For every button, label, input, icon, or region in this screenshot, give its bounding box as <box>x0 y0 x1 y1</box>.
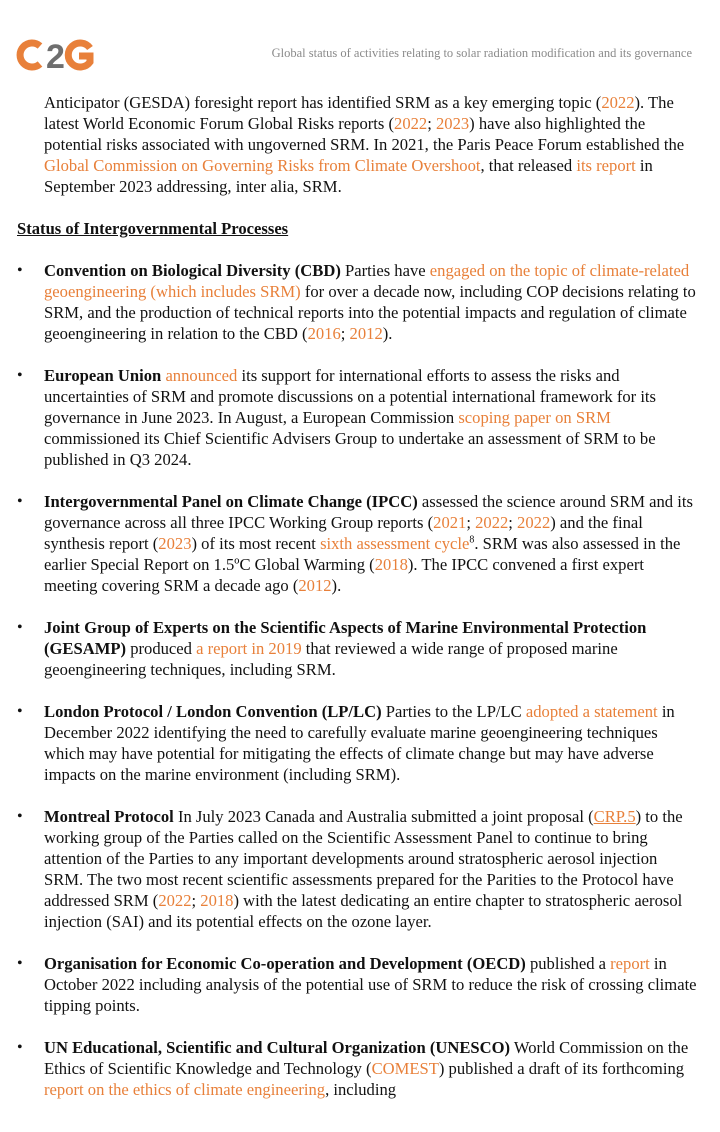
link-cbd-2012[interactable]: 2012 <box>349 324 383 343</box>
bullet-marker: • <box>17 262 23 279</box>
link-cbd-2016[interactable]: 2016 <box>307 324 341 343</box>
c2g-logo <box>16 38 100 72</box>
running-title: Global status of activities relating to solar radiation modification and its governance <box>271 46 692 60</box>
list-item-ipcc: • Intergovernmental Panel on Climate Change (IPCC) assessed the science around SRM and its governance across all three IPCC Working Group reports (2021; 2022; 2022) and the final synthesis report (2023) of its most recent sixth assessment cycle$^8$. SRM was also assessed in the earlier Special Report on 1.5ºC Global Warming (2018). The IPCC convened a first expert meeting covering SRM a decade ago (2012). <box>17 492 693 595</box>
link-wef-2023[interactable]: 2023 <box>435 114 470 133</box>
item-title: Montreal Protocol <box>44 807 174 826</box>
link-gesamp-report[interactable]: a report in 2019 <box>196 639 302 658</box>
link-unesco-comest[interactable]: COMEST <box>371 1059 439 1078</box>
list-item-montreal: • Montreal Protocol In July 2023 Canada and Australia submitted a joint proposal (CRP.5) to the working group of the Parties called on the Scientific Assessment Panel to continue to bring attention of the Parties to any important developments around stratospheric aerosol injection SRM. The two most recent scientific assessments prepared for the Parities to the Protocol have addressed SRM (2022; 2018) with the latest dedicating an entire chapter to stratospheric aerosol injection (SAI) and its potential effects on the ozone layer. <box>17 807 683 931</box>
list-item-oecd: • Organisation for Economic Co-operation and Development (OECD) published a report in October 2022 including analysis of the potential use of SRM to reduce the risk of crossing climate tipping points. <box>17 954 697 1015</box>
link-montreal-2022[interactable]: 2022 <box>158 891 192 910</box>
link-ipcc-2021[interactable]: 2021 <box>433 513 467 532</box>
process-list <box>17 260 697 1100</box>
list-item-eu: • European Union announced its support for international efforts to assess the risks and uncertainties of SRM and promote discussions on a potential international framework for its governance in June 2023. In August, a European Commission scoping paper on SRM commissioned its Chief Scientific Advisers Group to undertake an assessment of SRM to be published in Q3 2024. <box>17 366 656 469</box>
bullet-marker: • <box>17 619 23 636</box>
list-item-gesamp: • Joint Group of Experts on the Scientific Aspects of Marine Environmental Protection (GESAMP) produced a report in 2019 that reviewed a wide range of proposed marine geoengineering techniques, including SRM. <box>17 618 647 679</box>
link-ipcc-2012[interactable]: 2012 <box>298 576 332 595</box>
link-montreal-crp5[interactable]: CRP.5 <box>593 807 636 826</box>
link-ipcc-2022a[interactable]: 2022 <box>475 513 509 532</box>
link-oecd-report[interactable]: report <box>610 954 650 973</box>
bullet-marker: • <box>17 808 23 825</box>
document-body <box>17 92 697 1121</box>
page-header <box>0 0 720 90</box>
link-eu-scoping-paper[interactable]: scoping paper on SRM <box>458 408 611 427</box>
item-title: Convention on Biological Diversity (CBD) <box>44 261 341 280</box>
bullet-marker: • <box>17 493 23 510</box>
list-item-lplc: • London Protocol / London Convention (LP/LC) Parties to the LP/LC adopted a statement in December 2022 identifying the need to carefully evaluate marine geoengineering techniques which may have potential for mitigating the effects of climate change but may have adverse impacts on the marine environment (including SRM). <box>17 702 675 784</box>
link-gesda-2022[interactable]: 2022 <box>601 93 635 112</box>
item-title: Intergovernmental Panel on Climate Change (IPCC) <box>44 492 418 511</box>
link-ipcc-sixth-cycle[interactable]: sixth assessment cycle <box>320 534 470 553</box>
bullet-marker: • <box>17 955 23 972</box>
link-lplc-statement[interactable]: adopted a statement <box>525 702 658 721</box>
bullet-marker: • <box>17 703 23 720</box>
item-title: Joint Group of Experts on the Scientific Aspects of Marine Environmental Protection (GESAMP) <box>44 618 647 658</box>
item-title: European Union <box>44 366 162 385</box>
svg-text:2: 2 <box>46 38 65 72</box>
link-ipcc-2023[interactable]: 2023 <box>158 534 192 553</box>
bullet-marker: • <box>17 1039 23 1056</box>
link-ipcc-2018[interactable]: 2018 <box>374 555 408 574</box>
bullet-marker: • <box>17 367 23 384</box>
intro-paragraph: Anticipator (GESDA) foresight report has identified SRM as a key emerging topic (2022). The latest World Economic Forum Global Risks reports (2022; 2023) have also highlighted the potential risks associated with ungoverned SRM. In 2021, the Paris Peace Forum established the Global Commission on Governing Risks from Climate Overshoot, that released its report in September 2023 addressing, inter alia, SRM. <box>44 93 685 196</box>
link-global-commission[interactable]: Global Commission on Governing Risks from Climate Overshoot <box>44 156 481 175</box>
link-montreal-2018[interactable]: 2018 <box>200 891 234 910</box>
item-title: UN Educational, Scientific and Cultural Organization (UNESCO) <box>44 1038 511 1057</box>
link-unesco-ethics-report[interactable]: report on the ethics of climate engineering <box>44 1080 326 1099</box>
list-item-unesco: • UN Educational, Scientific and Cultural Organization (UNESCO) World Commission on the Ethics of Scientific Knowledge and Technology (COMEST) published a draft of its forthcoming report on the ethics of climate engineering, including <box>17 1038 689 1099</box>
link-ipcc-2022b[interactable]: 2022 <box>517 513 551 532</box>
link-cbd-topic[interactable]: engaged on the topic of climate-related geoengineering (which includes SRM) <box>44 261 690 301</box>
link-wef-2022[interactable]: 2022 <box>394 114 428 133</box>
item-title: Organisation for Economic Co-operation and Development (OECD) <box>44 954 526 973</box>
footnote-ref[interactable]: 8 <box>469 534 475 546</box>
section-heading: Status of Intergovernmental Processes <box>17 219 289 238</box>
link-its-report[interactable]: its report <box>576 156 636 175</box>
link-eu-announced[interactable]: announced <box>165 366 238 385</box>
item-title: London Protocol / London Convention (LP/LC) <box>44 702 382 721</box>
list-item-cbd: • Convention on Biological Diversity (CBD) Parties have engaged on the topic of climate-related geoengineering (which includes SRM) for over a decade now, including COP decisions relating to SRM, and the production of technical reports into the potential impacts and regulation of climate geoengineering in relation to the CBD (2016; 2012). <box>17 261 696 343</box>
